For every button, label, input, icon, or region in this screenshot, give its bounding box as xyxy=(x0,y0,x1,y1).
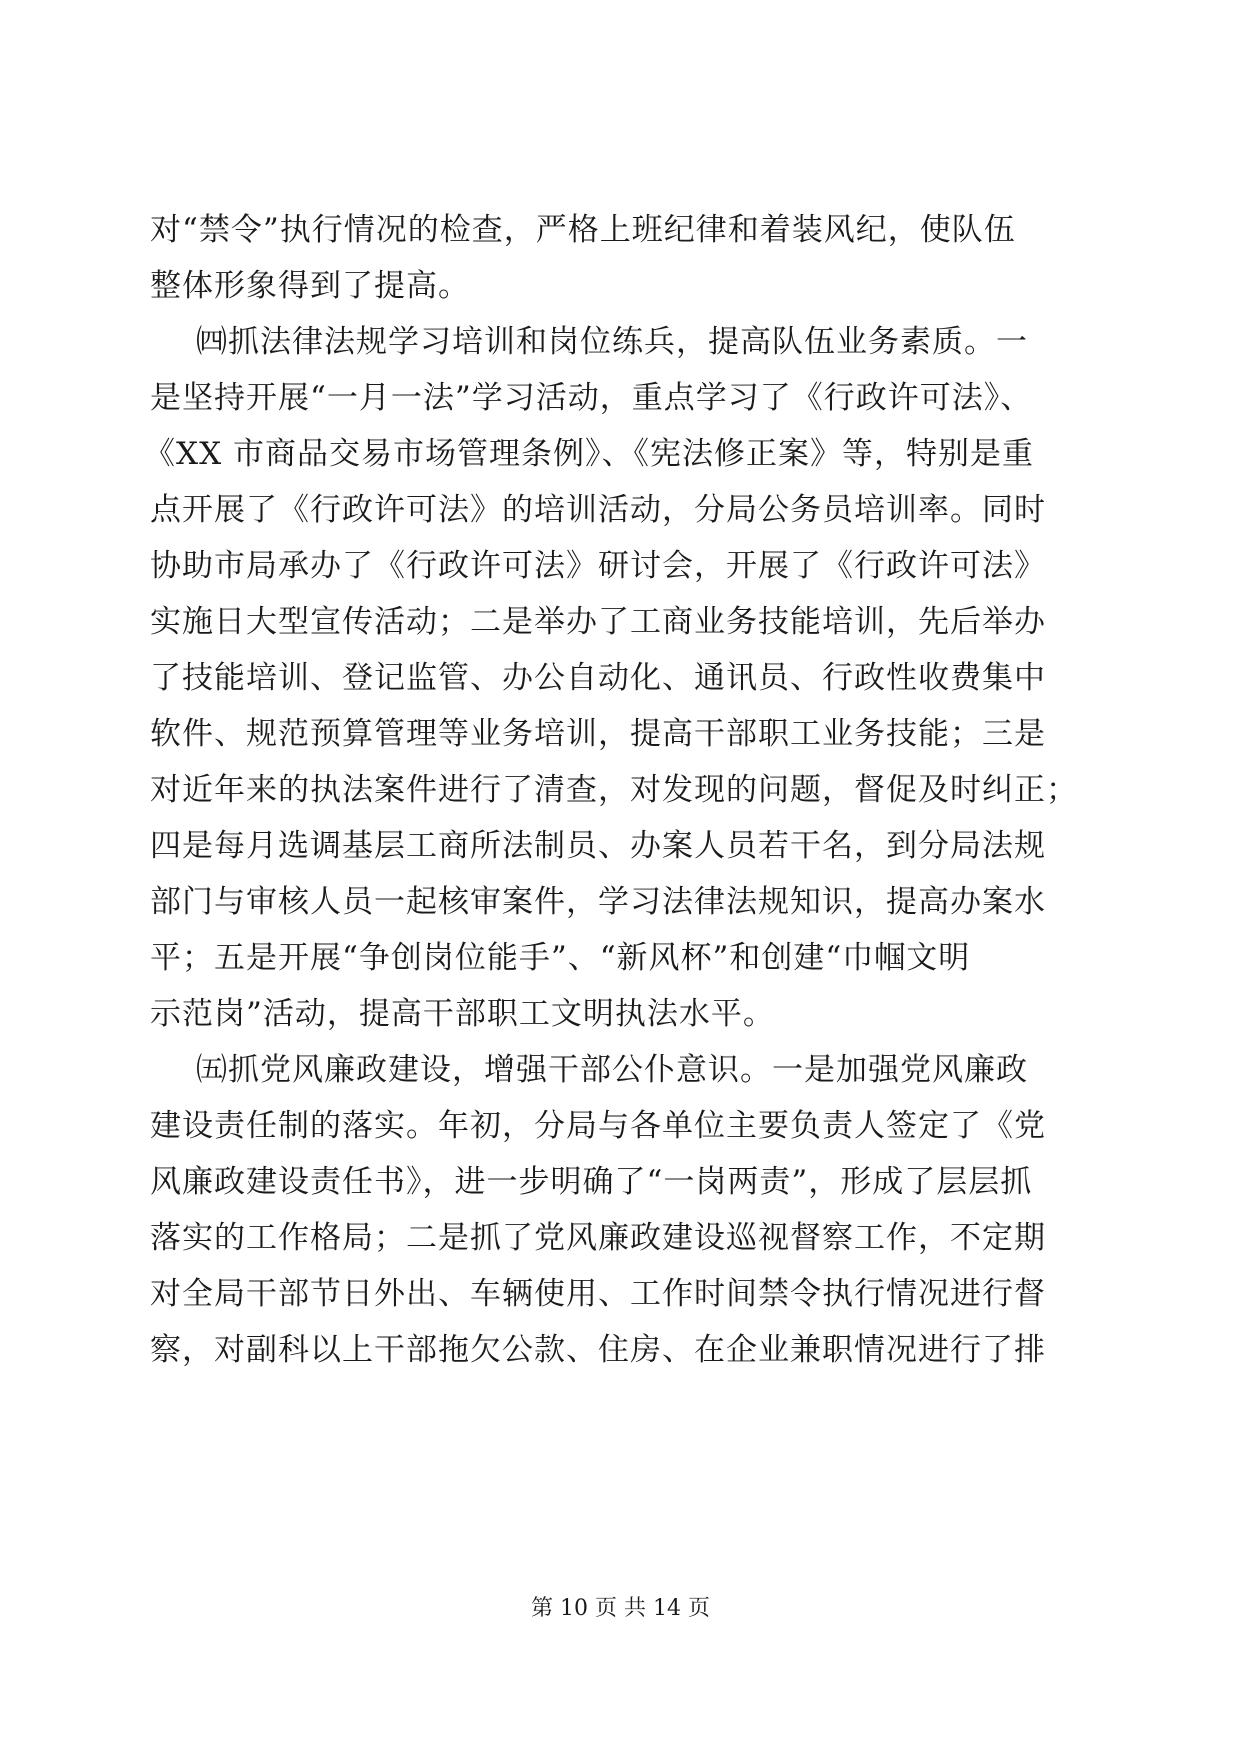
text-line: 对全局干部节日外出、车辆使用、工作时间禁令执行情况进行督 xyxy=(150,1276,1046,1312)
paragraph-start-line: ㈤抓党风廉政建设，增强干部公仆意识。一是加强党风廉政 xyxy=(196,1052,1028,1088)
text-line: 部门与审核人员一起核审案件，学习法律法规知识，提高办案水 xyxy=(150,884,1046,920)
text-line: 了技能培训、登记监管、办公自动化、通讯员、行政性收费集中 xyxy=(150,660,1046,696)
text-line: 实施日大型宣传活动；二是举办了工商业务技能培训，先后举办 xyxy=(150,604,1046,640)
text-line: 协助市局承办了《行政许可法》研讨会，开展了《行政许可法》 xyxy=(150,548,1046,584)
text-line: 落实的工作格局；二是抓了党风廉政建设巡视督察工作，不定期 xyxy=(150,1220,1046,1256)
text-line: 是坚持开展“一月一法”学习活动，重点学习了《行政许可法》、 xyxy=(150,380,1033,416)
text-line: 风廉政建设责任书》，进一步明确了“一岗两责”，形成了层层抓 xyxy=(150,1164,1033,1200)
text-line: 对近年来的执法案件进行了清查，对发现的问题，督促及时纠正； xyxy=(150,772,1078,808)
text-line: 建设责任制的落实。年初，分局与各单位主要负责人签定了《党 xyxy=(150,1108,1046,1144)
text-line: 点开展了《行政许可法》的培训活动，分局公务员培训率。同时 xyxy=(150,492,1046,528)
page-number-footer: 第 10 页 共 14 页 xyxy=(531,1596,710,1621)
text-line: 示范岗”活动，提高干部职工文明执法水平。 xyxy=(150,996,775,1032)
text-line: 《XX 市商品交易市场管理条例》、《宪法修正案》等，特别是重 xyxy=(144,436,1034,472)
paragraph-start-line: ㈣抓法律法规学习培训和岗位练兵，提高队伍业务素质。一 xyxy=(196,324,1028,360)
text-line: 察，对副科以上干部拖欠公款、住房、在企业兼职情况进行了排 xyxy=(150,1332,1046,1368)
text-line: 平；五是开展“争创岗位能手”、“新风杯”和创建“巾帼文明 xyxy=(150,940,971,976)
text-line: 四是每月选调基层工商所法制员、办案人员若干名，到分局法规 xyxy=(150,828,1046,864)
text-line: 整体形象得到了提高。 xyxy=(150,268,470,304)
text-line: 对“禁令”执行情况的检查，严格上班纪律和着装风纪，使队伍 xyxy=(150,212,1016,248)
text-line: 软件、规范预算管理等业务培训，提高干部职工业务技能；三是 xyxy=(150,716,1046,752)
